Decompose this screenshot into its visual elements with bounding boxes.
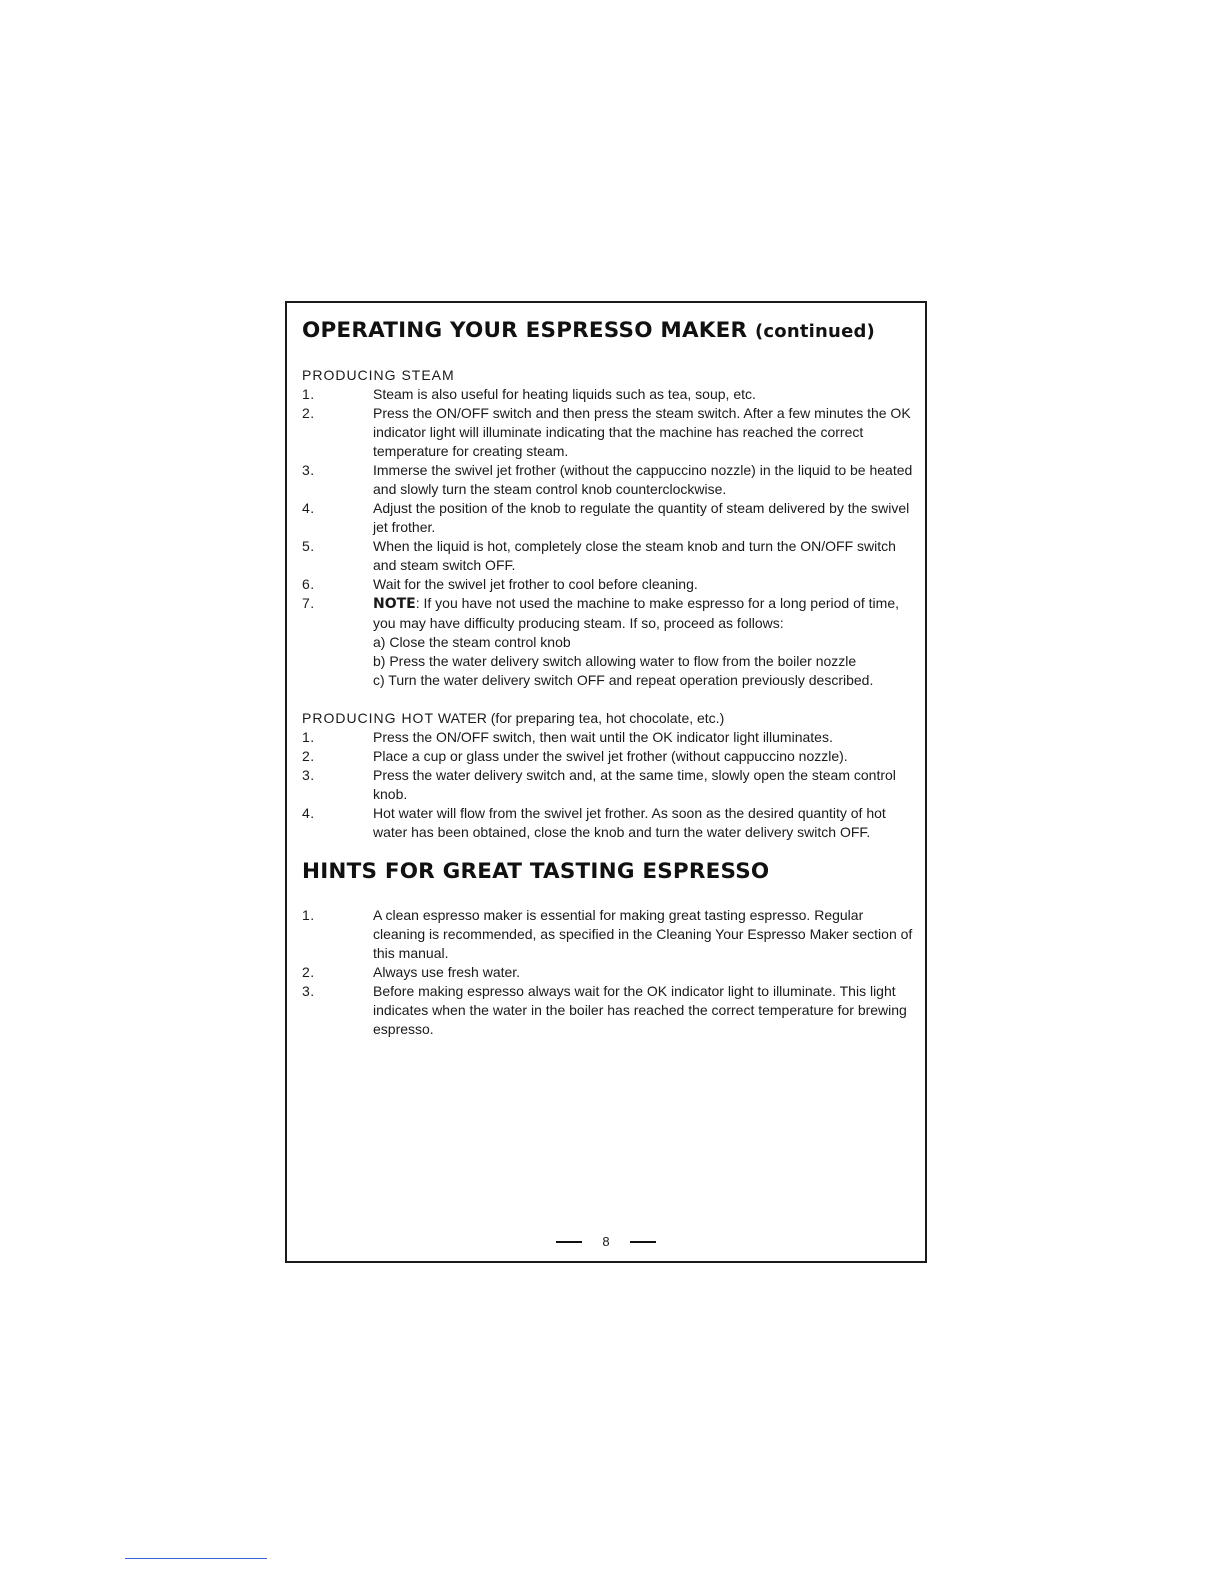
note-label: NOTE	[373, 596, 416, 612]
hot-water-heading: PRODUCING HOT WATER (for preparing tea, hot chocolate, etc.)	[302, 710, 725, 726]
footer-dash-left	[556, 1241, 582, 1243]
title-main: OPERATING YOUR ESPRESSO MAKER	[302, 318, 748, 343]
list-item: 1. A clean espresso maker is essential for making great tasting espresso. Regular cleaning is recommended, as specified in the Cleaning Your Espresso Maker section of this manual.	[302, 907, 913, 961]
list-item: 4. Hot water will flow from the swivel jet frother. As soon as the desired quantity of hot water has been obtained, close the knob and turn the water delivery switch OFF.	[302, 805, 886, 840]
list-item: 5. When the liquid is hot, completely close the steam knob and turn the ON/OFF switch and steam switch OFF.	[302, 538, 896, 573]
note-step-a: a) Close the steam control knob	[373, 634, 571, 650]
list-item: 3. Press the water delivery switch and, at the same time, slowly open the steam control knob.	[302, 767, 896, 802]
list-item: 1. Press the ON/OFF switch, then wait until the OK indicator light illuminates.	[302, 729, 833, 745]
note-item: 7. NOTE: If you have not used the machine to make espresso for a long period of time, you may have difficulty producing steam. If so, proceed as follows: a) Close the steam control knob b) Press the water delivery switch allowing water to flow from the boiler nozzle c) Turn the water delivery switch OFF and repeat operation previously described.	[302, 594, 914, 690]
list-item: 2. Always use fresh water.	[302, 964, 521, 980]
page-title	[302, 317, 914, 346]
steam-heading: PRODUCING STEAM	[302, 367, 455, 383]
steam-list	[302, 385, 914, 690]
footer-dash-right	[630, 1241, 656, 1243]
title-continued: (continued)	[754, 321, 875, 342]
hints-list	[302, 906, 914, 1039]
list-item: 1. Steam is also useful for heating liquids such as tea, soup, etc.	[302, 386, 756, 402]
bottom-rule	[125, 1558, 267, 1559]
list-item: 3. Immerse the swivel jet frother (without the cappuccino nozzle) in the liquid to be heated and slowly turn the steam control knob counterclockwise.	[302, 462, 913, 497]
list-item: 4. Adjust the position of the knob to regulate the quantity of steam delivered by the swivel jet frother.	[302, 500, 910, 535]
page-frame	[285, 301, 927, 1263]
hot-water-list	[302, 728, 914, 842]
list-item: 2. Place a cup or glass under the swivel jet frother (without cappuccino nozzle).	[302, 748, 848, 764]
list-item: 3. Before making espresso always wait for the OK indicator light to illuminate. This light indicates when the water in the boiler has reached the correct temperature for brewing espresso.	[302, 983, 907, 1037]
page-number: 8	[602, 1234, 610, 1249]
list-item: 6. Wait for the swivel jet frother to cool before cleaning.	[302, 576, 698, 592]
page-footer	[287, 1234, 925, 1249]
list-item: 2. Press the ON/OFF switch and then press the steam switch. After a few minutes the OK indicator light will illuminate indicating that the machine has reached the correct temperature for creating steam.	[302, 405, 911, 459]
page-content	[302, 317, 914, 1039]
note-step-c: c) Turn the water delivery switch OFF and repeat operation previously described.	[373, 672, 874, 688]
hints-title: HINTS FOR GREAT TASTING ESPRESSO	[302, 859, 770, 884]
note-step-b: b) Press the water delivery switch allowing water to flow from the boiler nozzle	[373, 653, 857, 669]
